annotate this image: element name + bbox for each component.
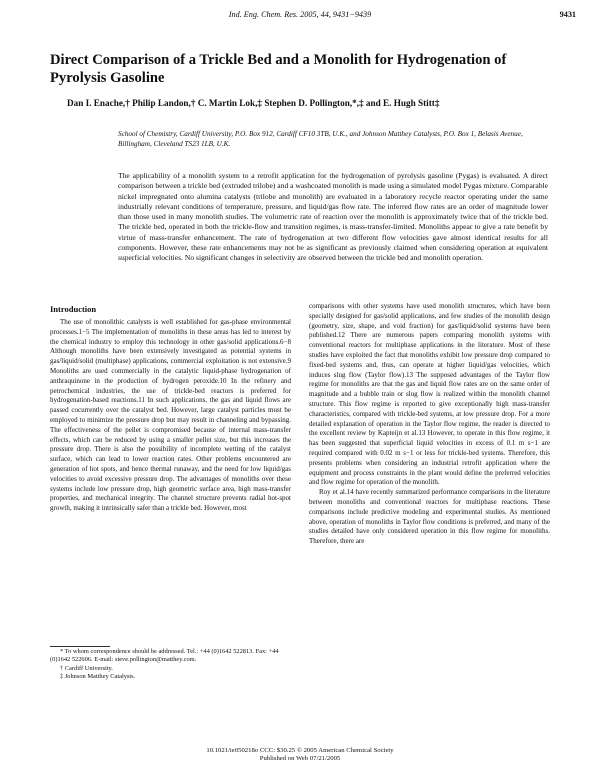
affiliations: School of Chemistry, Cardiff University, P.O. Box 912, Cardiff CF10 3TB, U.K., and Johnson Matthey Catalysts, P.O. Box 1, Belasis Avenue, Billingham, Cleveland TS23 1LB, U.K. (118, 130, 523, 148)
article-title: Direct Comparison of a Trickle Bed and a Monolith for Hydrogenation of Pyrolysis Gasoline (50, 52, 507, 86)
publication-info (0, 747, 600, 764)
paragraph: comparisons with other systems have used monolith structures, which have been specially designed for gas/solid applications, and few studies of the monolith design (geometry, size, shape, and void fraction) for gas/liquid/solid systems have been published.12 There are numerous papers comparing monolith systems with conventional reactors for multiphase applications in the literature. Most of these studies have exploited the fact that monoliths exhibit low pressure drop compared to fixed-bed systems and, thus, can operate at higher liquid/gas velocities, which induces slug flow (Taylor flow).13 The supposed advantages of the Taylor flow regime for monoliths are that the gas and liquid flow rates are on the same order of magnitude and a bubble train or slug flow is realized within the monolith channel structure. This flow regime is reported to give exceptionally high mass-transfer characteristics, compared with trickle-bed systems, at low pressure drop. For a more detailed explanation of operation in the Taylor flow regime, the reader is directed to the excellent review by Kapteijn et al.13 However, to operate in this flow regime, it has been suggested that superficial liquid velocities in excess of 0.1 m s−1 are required compared with 0.02 m s−1 or less for trickle-bed systems. Therefore, this presents problems when considering an industrial retrofit application where the equipment and process constraints in the plant would define the preferred velocities and flow regime for operation of the monolith. (309, 302, 550, 487)
footnote-cardiff: † Cardiff University. (60, 664, 113, 672)
footnote-correspondence: * To whom correspondence should be addressed. Tel.: +44 (0)1642 522813. Fax: +44 (0)1642 522606. E-mail: steve.pollington@matthey.com. (50, 648, 279, 664)
paragraph: The use of monolithic catalysts is well established for gas-phase environmental processes.1−5 The implementation of monoliths in these areas has led to interest by the chemical industry to employ this technology in other gas/solid applications.6−8 Although monoliths have been extensively investigated as potential systems in gas/liquid/solid (multiphase) applications, commercial exploitation is not extensive.9 Monoliths are used commercially in the catalytic liquid-phase hydrogenation of anthraquinone in the production of hydrogen peroxide.10 In the refinery and petrochemical industries, the use of trickle-bed reactors is preferred for hydrogenation-based reactions.11 In such applications, the gas and liquid flows are passed cocurrently over the catalyst bed. However, large catalyst particles must be employed to minimize the pressure drop but may result in channeling and bypassing. The effectiveness of the pellet is compromised because of internal mass-transfer effects, which can be reduced by using a smaller pellet size, but this increases the pressure drop. There is also the possibility of incomplete wetting of the catalyst surface, which can lead to lower reaction rates. Other problems encountered are generation of hot spots, and hence thermal runaway, and the need for low liquid/gas velocities to avoid excessive pressure drop. The advantages of monoliths over these systems include low pressure drop, high geometric surface area, high mass-transfer properties, and mechanical integrity. The channel structure prevents radial hot-spot growth, making it intrinsically safer than a trickle bed. However, most (50, 318, 291, 513)
footnotes (50, 648, 291, 682)
author-list: Dan I. Enache,† Philip Landon,† C. Martin Lok,‡ Stephen D. Pollington,*,‡ and E. Hugh Stitt‡ (67, 98, 440, 108)
running-head: Ind. Eng. Chem. Res. 2005, 44, 9431−9439 (228, 10, 372, 19)
right-column (309, 302, 550, 547)
paragraph: Roy et al.14 have recently summarized performance comparisons in the literature between monoliths and conventional reactors for multiphase reactions. These comparisons include predictive modeling and experimental studies. As mentioned above, operation of monoliths in Taylor flow conditions is preferred, and many of the studies detailed have only considered operation in this flow regime for monoliths. Therefore, there are (309, 488, 550, 546)
published-date-line: Published on Web 07/21/2005 (259, 755, 341, 763)
doi-copyright-line: 10.1021/ie050218o CCC: $30.25 © 2005 American Chemical Society (206, 747, 394, 754)
footnote-johnson-matthey: ‡ Johnson Matthey Catalysts. (60, 673, 136, 681)
introduction-heading: Introduction (50, 304, 97, 314)
left-column (50, 318, 291, 514)
page-number: 9431 (559, 10, 576, 19)
abstract: The applicability of a monolith system to a retrofit application for the hydrogenation of pyrolysis gasoline (Pygas) is evaluated. A direct comparison between a trickle bed (extruded trilobe) and a washcoated monolith is made using a simulated model Pygas mixture. Comparable nickel impregnated onto alumina catalysts (trilobe and monolith) are evaluated in a laboratory recycle reactor operating under the same industrially relevant conditions of temperature, pressure, and liquid/gas flow rate. The inferred flow rates are an order of magnitude lower than those used in many monolith studies. The volumetric rate of reaction over the monolith is approximately twice that of the trickle bed. The trickle bed, operated in both the trickle-flow and transition regimes, is mass-transfer-limited. Monoliths appear to give a rate benefit by virtue of mass-transfer enhancement. The rate of hydrogenation at two different flow velocities gave almost identical results for all components. However, these rate enhancements may not be as significant as previously claimed when considering operation at equivalent superficial velocities. No significant changes in selectivity are observed between the trickle bed and monolith operation. (118, 171, 548, 263)
footnote-divider (50, 646, 110, 647)
